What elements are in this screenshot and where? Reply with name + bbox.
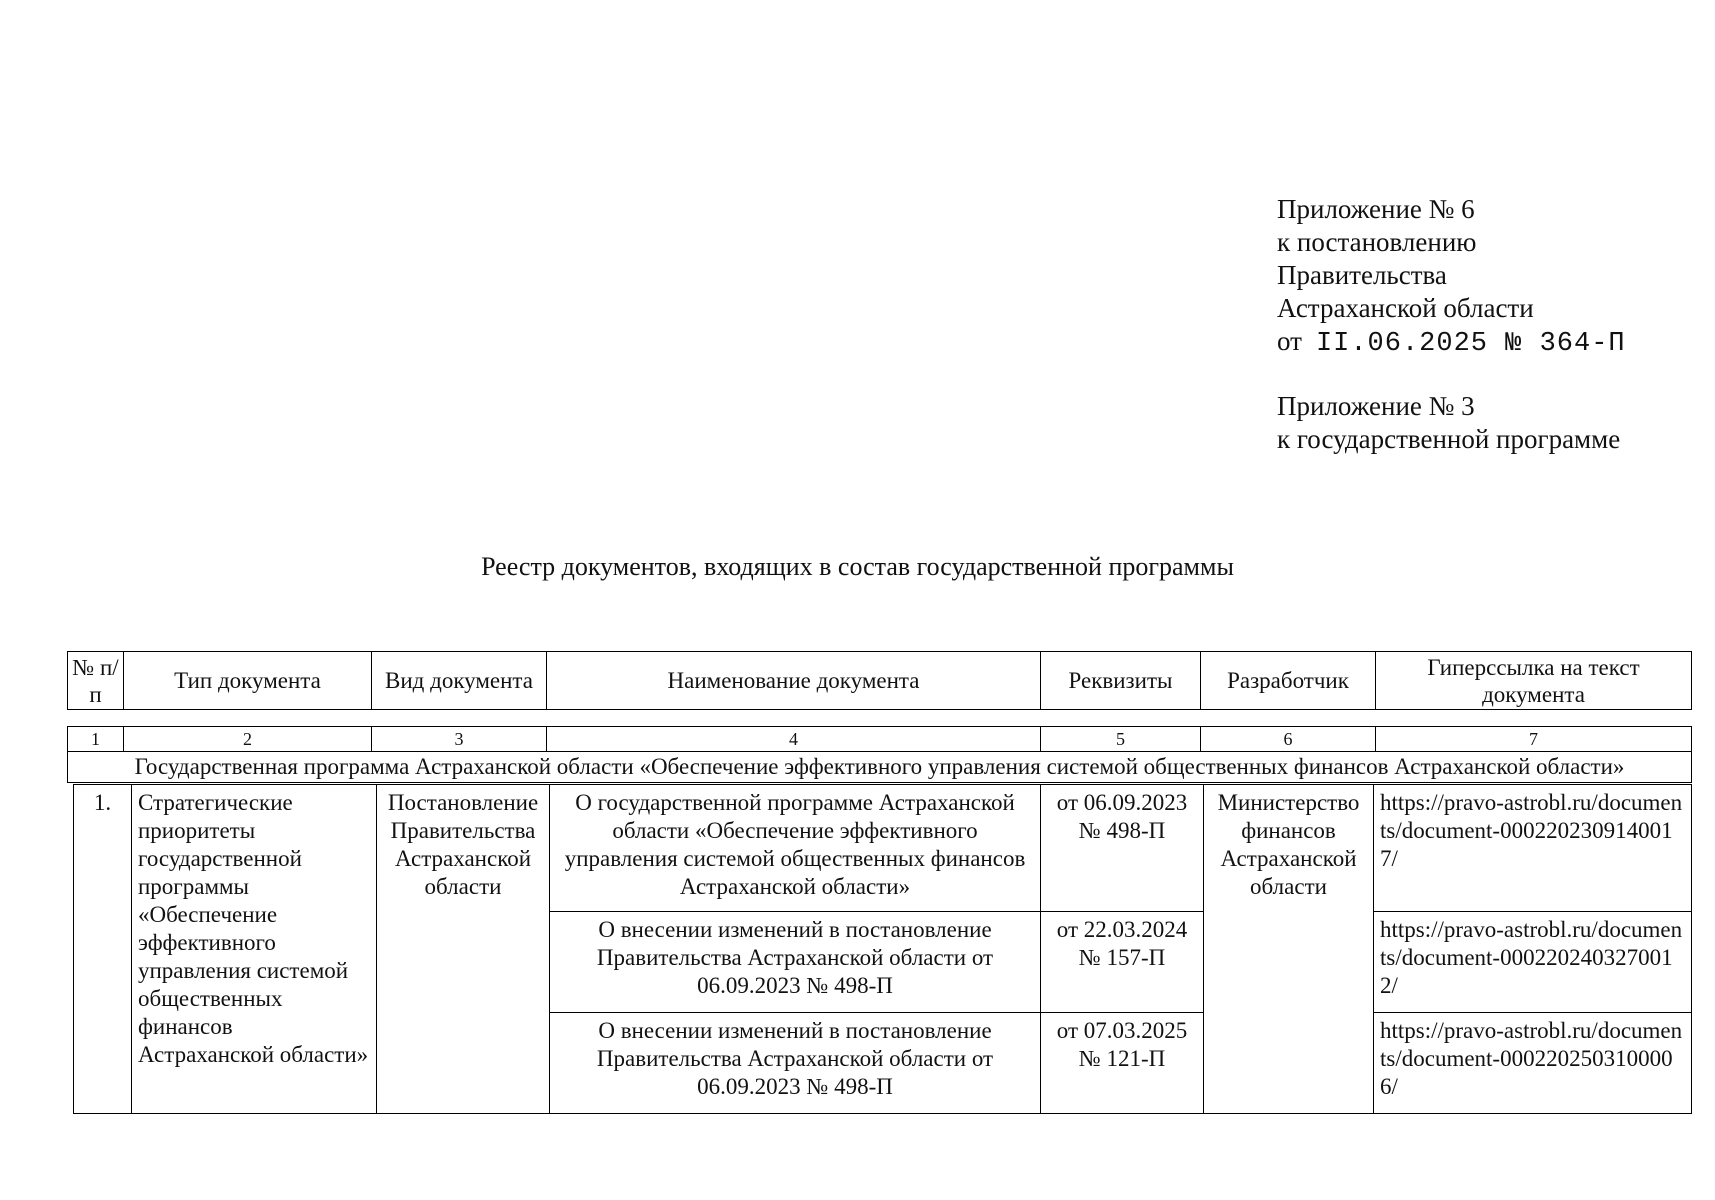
- column-number: 5: [1041, 727, 1201, 752]
- attachment-6-line3: Правительства: [1277, 260, 1447, 290]
- attachment-6-line1: Приложение № 6: [1277, 194, 1475, 224]
- table-header: [67, 651, 1692, 710]
- attachment-6-block: [1277, 193, 1626, 361]
- attachment-3-block: [1277, 390, 1620, 456]
- column-number: 1: [68, 727, 124, 752]
- row-number-cell: 1.: [74, 785, 132, 1114]
- attachment-6-line2: к постановлению: [1277, 227, 1477, 257]
- date-prefix: от: [1277, 326, 1302, 356]
- header-cell-link: Гиперссылка на текст документа: [1376, 652, 1692, 710]
- program-row: [68, 752, 1692, 783]
- document-link[interactable]: https://pravo-astrobl.ru/documents/document-000220230914001 7/: [1374, 785, 1692, 912]
- column-number: 4: [547, 727, 1041, 752]
- details-cell: от 22.03.2024 № 157-П: [1041, 912, 1204, 1013]
- details-cell: от 06.09.2023 № 498-П: [1041, 785, 1204, 912]
- header-cell-doc-name: Наименование документа: [547, 652, 1041, 710]
- table-body: [73, 784, 1692, 1114]
- header-cell-details: Реквизиты: [1041, 652, 1201, 710]
- date-stamp: II.06.2025 № 364-П: [1315, 329, 1626, 359]
- doc-name-cell: О государственной программе Астраханской области «Обеспечение эффективного управления системой общественных финансов Астраханской области»: [550, 785, 1041, 912]
- table-column-numbers: [67, 726, 1692, 783]
- attachment-6-date-line: [1277, 325, 1626, 361]
- doc-type-cell: Стратегические приоритеты государственной программы «Обеспечение эффективного управления системой общественных финансов Астраханской области»: [132, 785, 377, 1114]
- header-cell-doc-type: Тип документа: [124, 652, 372, 710]
- document-title: Реестр документов, входящих в состав государственной программы: [481, 552, 1234, 581]
- program-title-cell: Государственная программа Астраханской области «Обеспечение эффективного управления системой общественных финансов Астраханской области»: [68, 752, 1692, 783]
- attachment-3-line2: к государственной программе: [1277, 424, 1621, 454]
- doc-kind-cell: Постановление Правительства Астраханской области: [377, 785, 550, 1114]
- column-number: 3: [372, 727, 547, 752]
- header-row: [68, 652, 1692, 710]
- developer-cell: Министерство финансов Астраханской области: [1204, 785, 1374, 1114]
- column-number: 2: [124, 727, 372, 752]
- column-number-row: [68, 727, 1692, 752]
- document-link[interactable]: https://pravo-astrobl.ru/documents/document-0002202503100006/: [1374, 1013, 1692, 1114]
- document-link[interactable]: https://pravo-astrobl.ru/documents/document-0002202403270012/: [1374, 912, 1692, 1013]
- table-row: [74, 785, 1692, 912]
- header-cell-developer: Разработчик: [1201, 652, 1376, 710]
- header-cell-doc-kind: Вид документа: [372, 652, 547, 710]
- attachment-3-line1: Приложение № 3: [1277, 391, 1475, 421]
- header-cell-number: № п/п: [68, 652, 124, 710]
- doc-name-cell: О внесении изменений в постановление Правительства Астраханской области от 06.09.2023 № 498-П: [550, 912, 1041, 1013]
- column-number: 7: [1376, 727, 1692, 752]
- details-cell: от 07.03.2025 № 121-П: [1041, 1013, 1204, 1114]
- attachment-6-line4: Астраханской области: [1277, 293, 1534, 323]
- column-number: 6: [1201, 727, 1376, 752]
- doc-name-cell: О внесении изменений в постановление Правительства Астраханской области от 06.09.2023 № 498-П: [550, 1013, 1041, 1114]
